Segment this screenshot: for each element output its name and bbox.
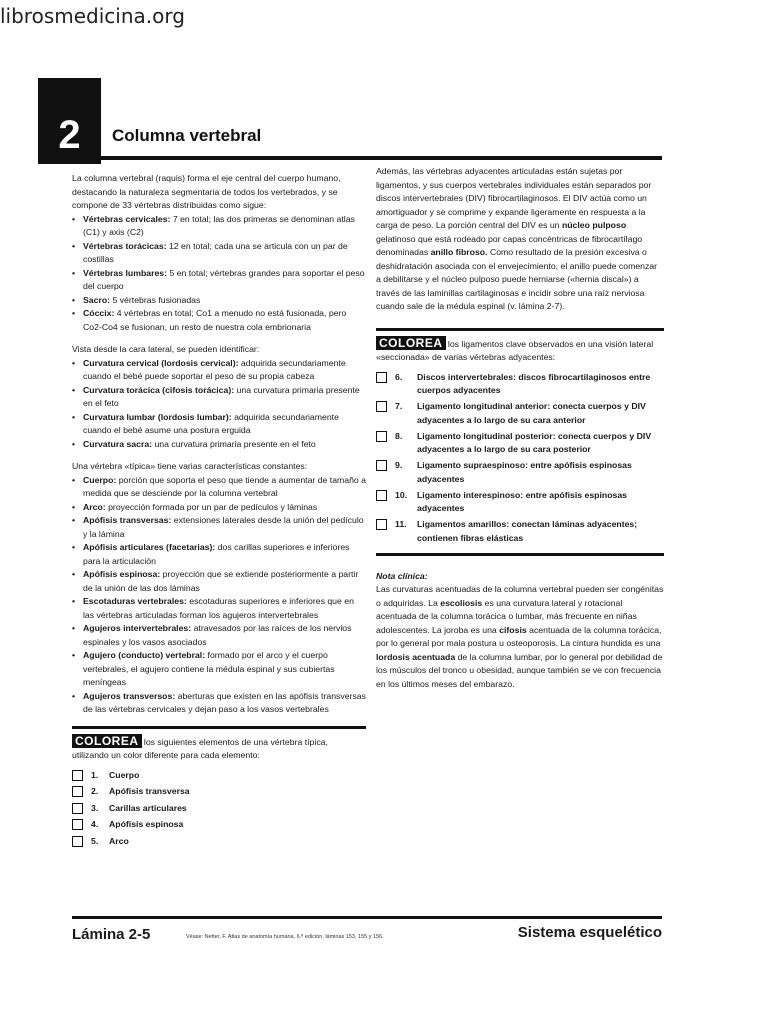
- checklist-item[interactable]: 1. Cuerpo: [72, 769, 366, 783]
- chapter-number-box: [38, 78, 101, 164]
- list-item: • Apófisis articulares (facetarias): dos carillas superiores e inferiores para la articulación: [72, 541, 366, 568]
- checklist-item[interactable]: 7. Ligamento longitudinal anterior: conecta cuerpos y DIV adyacentes a lo largo de su cara anterior: [376, 400, 664, 427]
- disc-paragraph: Además, las vértebras adyacentes articuladas están sujetas por ligamentos, y sus cuerpos vertebrales individuales están separados por discos intervertebrales (DIV) fibrocartilaginosos. El DIV actúa como un amortiguador y se comprime y expande ligeramente en respuesta a la carga de peso. La porción central del DIV es un núcleo pulposo gelatinoso que está rodeado por capas concéntricas de fibrocartílago denominadas anillo fibroso. Como resultado de la presión excesiva o deshidratación asociada con el envejecimiento, el anillo puede comenzar a debilitarse y el núcleo pulposo puede herniarse («hernia discal») a través de las laminillas cartilaginosas e incidir sobre una raíz nerviosa cuando sale de la médula espinal (v. lámina 2-7).: [376, 166, 658, 311]
- left-column: [72, 172, 366, 851]
- list-item: • Cóccix: 4 vértebras en total; Co1 a menudo no está fusionada, pero Co2-Co4 se fusionan, un resto de nuestra cola embrionaria: [72, 307, 366, 334]
- typical-vertebra-intro: Una vértebra «típica» tiene varias características constantes:: [72, 461, 308, 471]
- colorea-instruction: COLOREA los siguientes elementos de una vértebra típica, utilizando un color diferente para cada elemento:: [72, 733, 328, 760]
- checkbox[interactable]: [376, 490, 387, 501]
- title-rule: [100, 156, 662, 160]
- chapter-number: 2: [58, 113, 81, 157]
- checklist-item[interactable]: 11. Ligamentos amarillos: conectan láminas adyacentes; contienen fibras elásticas: [376, 518, 664, 545]
- clinical-note-title: Nota clínica:: [376, 570, 428, 581]
- clinical-note-body: Las curvaturas acentuadas de la columna vertebral pueden ser congénitas o adquiridas. La escoliosis es una curvatura lateral y rotacional acentuada de la columna torácica o lumbar, más frecuente en niñas adolescentes. La joroba es una cifosis acentuada de la columna torácica, por lo general por mala postura u osteoporosis. La cintura hundida es una lordosis acentuada de la columna lumbar, por lo general por debilidad de los músculos del tronco u obesidad, aunque también se ve con frecuencia en los últimos meses del embarazo.: [376, 584, 664, 689]
- checkbox[interactable]: [72, 819, 83, 830]
- checklist-item[interactable]: 2. Apófisis transversa: [72, 785, 366, 799]
- features-list: [72, 474, 366, 717]
- list-item: • Vértebras lumbares: 5 en total; vértebras grandes para soportar el peso del cuerpo: [72, 267, 366, 294]
- list-item: • Apófisis espinosa: proyección que se extiende posteriormente a partir de la unión de las dos láminas: [72, 568, 366, 595]
- lateral-intro: Vista desde la cara lateral, se pueden identificar:: [72, 344, 260, 354]
- checkbox[interactable]: [72, 786, 83, 797]
- checklist-item[interactable]: 9. Ligamento supraespinoso: entre apófisis espinosas adyacentes: [376, 459, 664, 486]
- list-item: • Agujeros transversos: aberturas que existen en las apófisis transversas de las vértebras cervicales y dejan paso a los vasos vertebrales: [72, 690, 366, 717]
- checklist-item[interactable]: 4. Apófisis espinosa: [72, 818, 366, 832]
- list-item: • Cuerpo: porción que soporta el peso que tiende a aumentar de tamaño a medida que se desciende por la columna vertebral: [72, 474, 366, 501]
- checkbox[interactable]: [376, 372, 387, 383]
- list-item: • Curvatura cervical (lordosis cervical): adquirida secundariamente cuando el bebé puede soportar el peso de su propia cabeza: [72, 357, 366, 384]
- list-item: • Vértebras torácicas: 12 en total; cada una se articula con un par de costillas: [72, 240, 366, 267]
- intro-paragraph: La columna vertebral (raquis) forma el eje central del cuerpo humano, destacando la naturaleza segmentaria de todos los vertebrados, y se compone de 33 vértebras distribuidas como sigue:: [72, 173, 341, 210]
- list-item: • Vértebras cervicales: 7 en total; las dos primeras se denominan atlas (C1) y axis (C2): [72, 213, 366, 240]
- list-item: • Curvatura lumbar (lordosis lumbar): adquirida secundariamente cuando el bebé asume una postura erguida: [72, 411, 366, 438]
- section-title: Sistema esquelético: [517, 924, 662, 941]
- ligament-checklist: [376, 371, 664, 546]
- right-column: [376, 165, 664, 691]
- checkbox[interactable]: [376, 460, 387, 471]
- chapter-title: Columna vertebral: [112, 126, 262, 145]
- vertebra-checklist: [72, 769, 366, 849]
- vertebrae-list: [72, 213, 366, 335]
- checkbox[interactable]: [72, 836, 83, 847]
- colorea-instruction: COLOREA los ligamentos clave observados en una visión lateral «seccionada» de varias vértebras adyacentes:: [376, 335, 654, 362]
- checkbox[interactable]: [376, 401, 387, 412]
- plate-number: Lámina 2-5: [72, 926, 151, 943]
- checklist-item[interactable]: 10. Ligamento interespinoso: entre apófisis espinosas adyacentes: [376, 489, 664, 516]
- list-item: • Agujero (conducto) vertebral: formado por el arco y el cuerpo vertebrales, el agujero contiene la médula espinal y sus cubiertas meníngeas: [72, 649, 366, 690]
- reference-note: Véase: Netter, F. Atlas de anatomía humana, 6.ª edición, láminas 153, 155 y 156.: [186, 934, 384, 940]
- footer-rule: [72, 916, 662, 919]
- checklist-item[interactable]: 6. Discos intervertebrales: discos fibrocartilaginosos entre cuerpos adyacentes: [376, 371, 664, 398]
- list-item: • Agujeros intervertebrales: atravesados por las raíces de los nervios espinales y los vasos asociados: [72, 622, 366, 649]
- curvature-list: [72, 357, 366, 452]
- list-item: • Apófisis transversas: extensiones laterales desde la unión del pedículo y la lámina: [72, 514, 366, 541]
- list-item: • Arco: proyección formada por un par de pedículos y láminas: [72, 501, 366, 515]
- colorea-badge: COLOREA: [376, 336, 446, 350]
- checkbox[interactable]: [72, 770, 83, 781]
- checkbox[interactable]: [72, 803, 83, 814]
- list-item: • Sacro: 5 vértebras fusionadas: [72, 294, 366, 308]
- list-item: • Curvatura sacra: una curvatura primaria presente en el feto: [72, 438, 366, 452]
- list-item: • Curvatura torácica (cifosis torácica): una curvatura primaria presente en el feto: [72, 384, 366, 411]
- checkbox[interactable]: [376, 519, 387, 530]
- checklist-item[interactable]: 8. Ligamento longitudinal posterior: conecta cuerpos y DIV adyacentes a lo largo de su cara posterior: [376, 430, 664, 457]
- list-item: • Escotaduras vertebrales: escotaduras superiores e inferiores que en las vértebras articuladas forman los agujeros intervertebrales: [72, 595, 366, 622]
- checklist-item[interactable]: 3. Carillas articulares: [72, 802, 366, 816]
- checklist-item[interactable]: 5. Arco: [72, 835, 366, 849]
- colorea-badge: COLOREA: [72, 734, 142, 748]
- checkbox[interactable]: [376, 431, 387, 442]
- watermark: librosmedicina.org: [0, 4, 185, 28]
